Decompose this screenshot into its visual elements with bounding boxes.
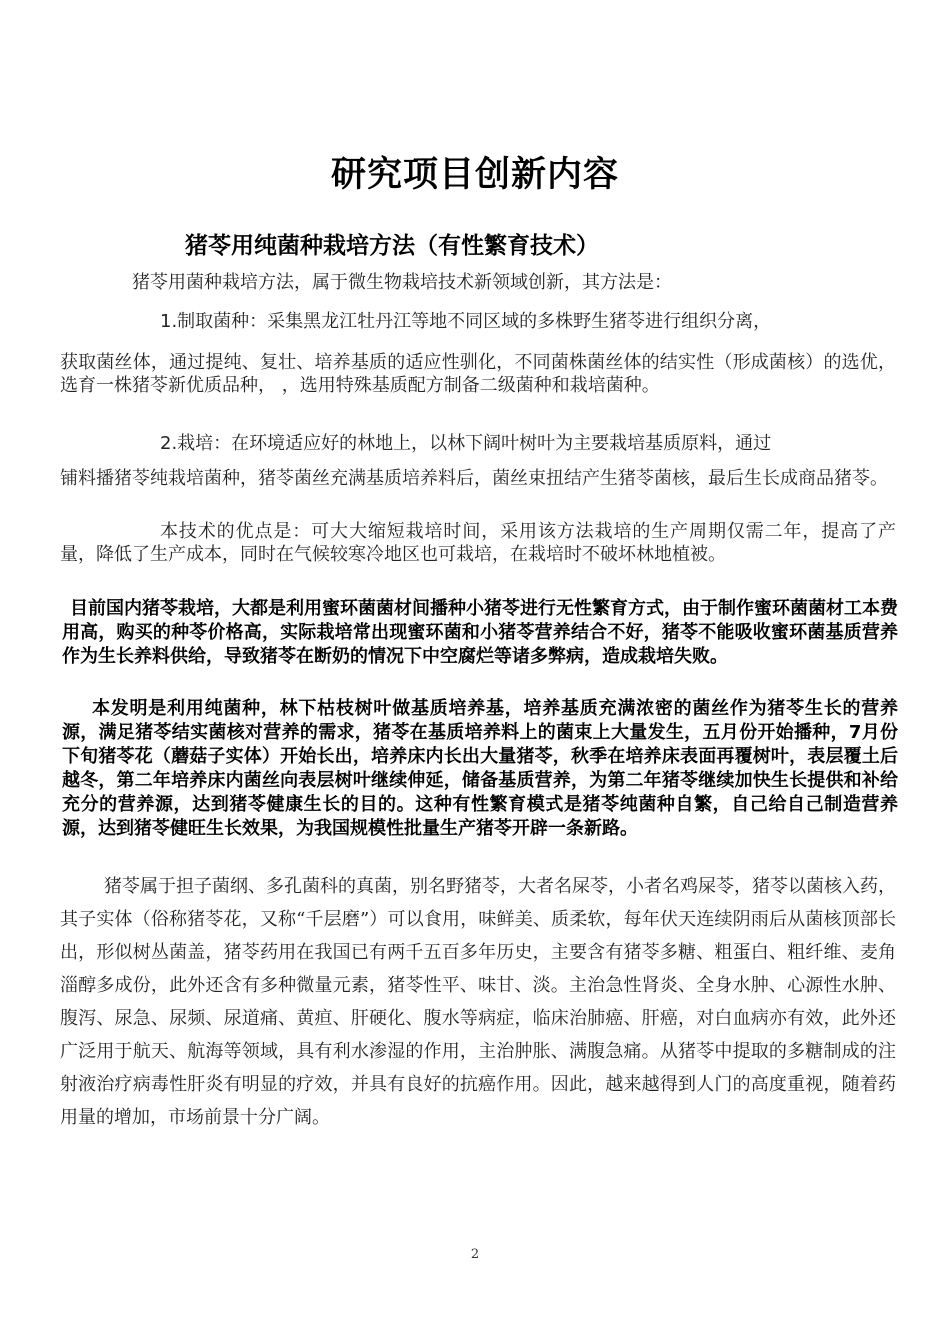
- paragraph-step-1-rest: 获取菌丝体，通过提纯、复壮、培养基质的适应性驯化，不同菌株菌丝体的结实性（形成菌核）的选优，选育一株猪苓新优质品种， ，选用特殊基质配方制备二级菌种和栽培菌种。: [60, 352, 896, 396]
- paragraph-invention: 本发明是利用纯菌种，林下枯枝树叶做基质培养基，培养基质充满浓密的菌丝作为猪苓生长的营养源，满足猪苓结实菌核对营养的需求，猪苓在基质培养料上的菌束上大量发生，五月份开始播种，7月份下旬猪苓花（蘑菇子实体）开始长出，培养床内长出大量猪苓，秋季在培养床表面再覆树叶，表层覆土后越冬，第二年培养床内菌丝向表层树叶继续伸延，储备基质营养，为第二年猪苓继续加快生长提供和补给充分的营养源，达到猪苓健康生长的目的。这种有性繁育模式是猪苓纯菌种自繁，自己给自己制造营养源，达到猪苓健旺生长效果，为我国规模性批量生产猪苓开辟一条新路。: [62, 698, 898, 839]
- paragraph-current-situation: 目前国内猪苓栽培，大都是利用蜜环菌菌材间播种小猪苓进行无性繁育方式，由于制作蜜环菌菌材工本费用高，购买的种苓价格高，实际栽培常出现蜜环菌和小猪苓营养结合不好，猪苓不能吸收蜜环菌基质营养作为生长养料供给，导致猪苓在断奶的情况下中空腐烂等诸多弊病，造成栽培失败。: [62, 598, 898, 667]
- section-subtitle: 猪苓用纯菌种栽培方法（有性繁育技术）: [185, 233, 599, 259]
- paragraph-step-1: [60, 310, 896, 397]
- paragraph-step-2: [60, 432, 896, 490]
- intro-paragraph: 猪苓用菌种栽培方法，属于微生物栽培技术新领域创新，其方法是：: [132, 272, 672, 293]
- page-number: 2: [470, 1247, 480, 1262]
- paragraph-step-2-rest: 铺料播猪苓纯栽培菌种，猪苓菌丝充满基质培养料后，菌丝束扭结产生猪苓菌核，最后生长成商品猪苓。: [60, 468, 888, 489]
- page-title: 研究项目创新内容: [330, 154, 619, 195]
- paragraph-step-1-first-line: 1.制取菌种：采集黑龙江牡丹江等地不同区域的多株野生猪苓进行组织分离，: [160, 311, 772, 332]
- paragraph-advantages: 本技术的优点是：可大大缩短栽培时间，采用该方法栽培的生产周期仅需二年，提高了产量，降低了生产成本，同时在气候较寒冷地区也可栽培，在栽培时不破坏林地植被。: [60, 521, 896, 565]
- paragraph-background: 猪苓属于担子菌纲、多孔菌科的真菌，别名野猪苓，大者名屎苓，小者名鸡屎苓，猪苓以菌核入药，其子实体（俗称猪苓花，又称“千层磨”）可以食用，味鲜美、质柔软，每年伏天连续阴雨后从菌核顶部长出，形似树丛菌盖，猪苓药用在我国已有两千五百多年历史，主要含有猪苓多糖、粗蛋白、粗纤维、麦角淄醇多成份，此外还含有多种微量元素，猪苓性平、味甘、淡。主治急性肾炎、全身水肿、心源性水肿、腹泻、尿急、尿频、尿道痛、黄疸、肝硬化、腹水等病症，临床治肺癌、肝癌，对白血病亦有效，此外还广泛用于航天、航海等领域，具有利水渗湿的作用，主治肿胀、满腹急痛。从猪苓中提取的多糖制成的注射液治疗病毒性肝炎有明显的疗效，并具有良好的抗癌作用。因此，越来越得到人门的高度重视，随着药用量的增加，市场前景十分广阔。: [60, 876, 896, 1128]
- paragraph-step-2-first-line: 2.栽培：在环境适应好的林地上，以林下阔叶树叶为主要栽培基质原料，通过: [160, 433, 772, 454]
